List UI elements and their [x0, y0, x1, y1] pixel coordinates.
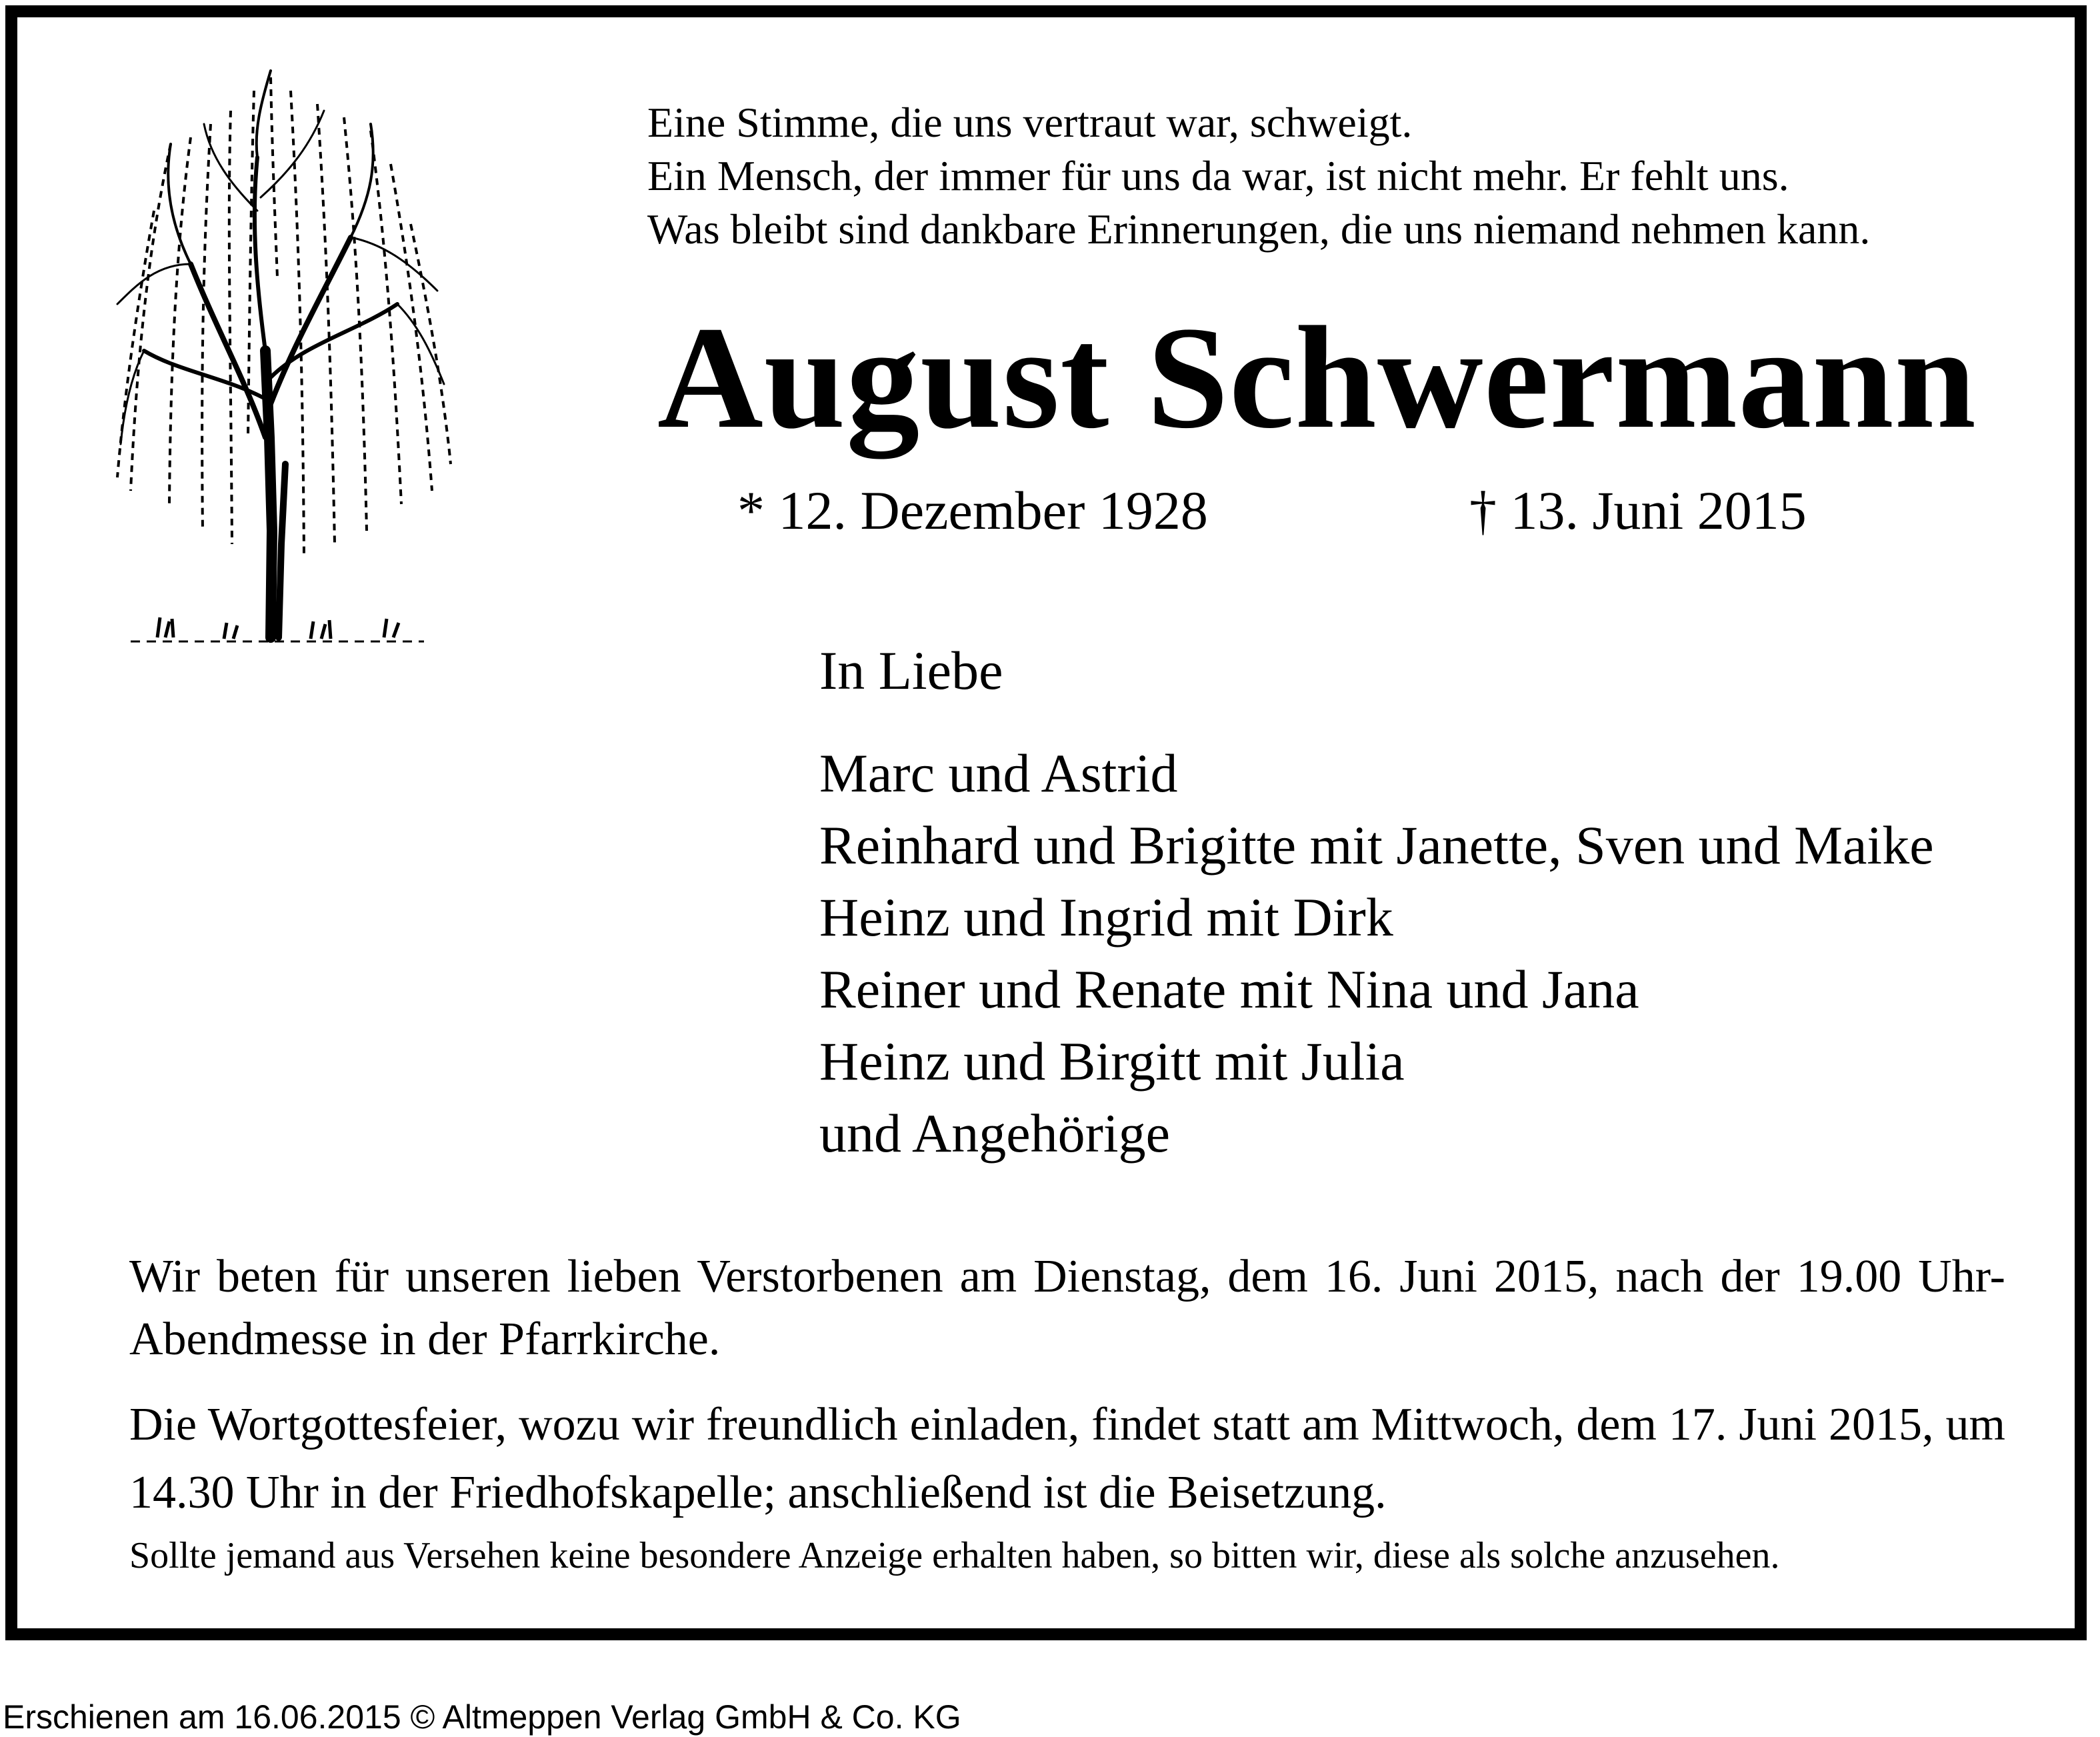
mourner-line: Marc und Astrid	[819, 743, 1178, 803]
mourner-line: Heinz und Ingrid mit Dirk	[819, 887, 1393, 948]
in-love-heading: In Liebe	[819, 640, 1003, 701]
mourner-line: und Angehörige	[819, 1103, 1171, 1164]
service-paragraph: Die Wortgottesfeier, wozu wir freundlich einladen, findet statt am Mittwoch, dem 17. Juni 2015, um 14.30 Uhr in der Friedhofskapelle; anschließend ist die Beisetzung.	[129, 1399, 2005, 1518]
obituary-frame	[5, 5, 2087, 1640]
prayer-paragraph: Wir beten für unseren lieben Verstorbenen am Dienstag, dem 16. Juni 2015, nach der 19.00 Uhr-Abendmesse in der Pfarrkirche.	[129, 1251, 2005, 1365]
notice-paragraph: Sollte jemand aus Versehen keine besondere Anzeige erhalten haben, so bitten wir, diese als solche anzusehen.	[129, 1535, 1780, 1576]
weeping-willow-icon	[91, 64, 464, 651]
poem	[647, 96, 1870, 256]
birth-date: * 12. Dezember 1928	[737, 480, 1208, 541]
poem-line: Ein Mensch, der immer für uns da war, ist nicht mehr. Er fehlt uns.	[647, 152, 1789, 199]
poem-line: Eine Stimme, die uns vertraut war, schweigt.	[647, 99, 1413, 146]
poem-line: Was bleibt sind dankbare Erinnerungen, die uns niemand nehmen kann.	[647, 205, 1871, 253]
publication-footer: Erschienen am 16.06.2015 © Altmeppen Verlag GmbH & Co. KG	[3, 1698, 961, 1736]
death-date: † 13. Juni 2015	[1469, 480, 1807, 541]
mourner-line: Reinhard und Brigitte mit Janette, Sven und Maike	[819, 815, 1934, 876]
mourner-line: Heinz und Birgitt mit Julia	[819, 1031, 1405, 1092]
mourners-list	[819, 737, 1934, 1170]
mourner-line: Reiner und Renate mit Nina und Jana	[819, 959, 1639, 1020]
deceased-name: August Schwermann	[657, 296, 1977, 459]
